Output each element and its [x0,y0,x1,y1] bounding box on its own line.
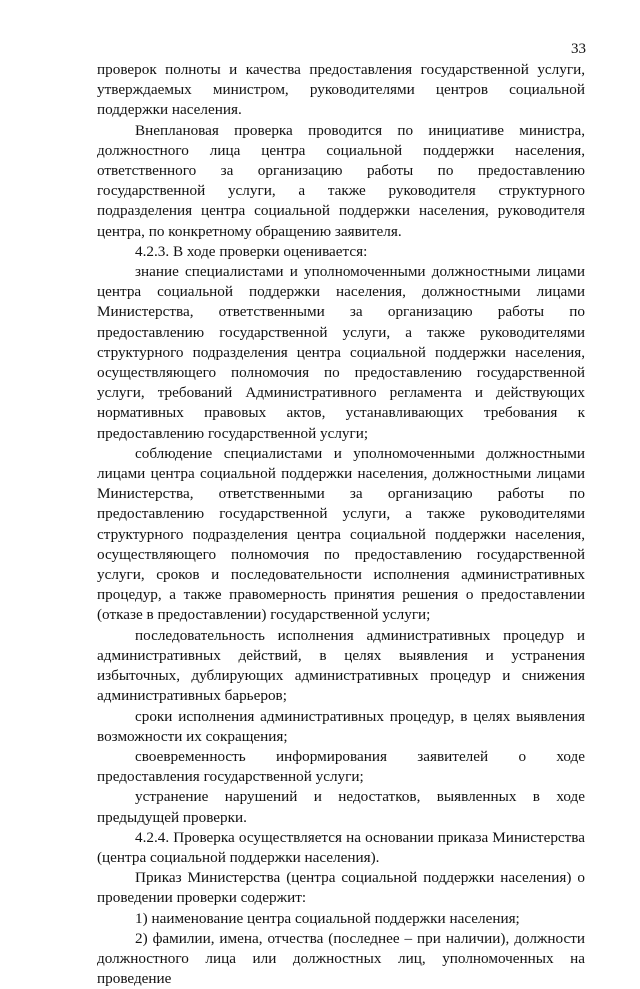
paragraph-informing: своевременность информирования заявителей о ходе предоставления государственной услуги; [97,747,585,786]
paragraph-sequence: последовательность исполнения административных процедур и административных действий, в целях выявления и устранения избыточных, дублирующих административных процедур и снижения административных барьеров; [97,626,585,705]
list-item-2: 2) фамилии, имена, отчества (последнее – при наличии), должности должностного лица или должностных лиц, уполномоченных на проведение [97,929,585,988]
section-heading-4-2-3: 4.2.3. В ходе проверки оценивается: [135,242,368,260]
paragraph-elimination: устранение нарушений и недостатков, выявленных в ходе предыдущей проверки. [97,788,585,826]
paragraph-compliance: соблюдение специалистами и уполномоченными должностными лицами центра социальной поддержки населения, должностными лицами Министерства, ответственными за организацию работы по предоставлению государственной услуги, а также руководителями структурного подразделения центра социальной поддержки населения, осуществляющего полномочия по предоставлению государственной услуги, сроков и последовательности исполнения административных процедур, а также правомерность принятия решения о предоставлении (отказе в предоставлении) государственной услуги; [97,444,585,624]
paragraph-knowledge: знание специалистами и уполномоченными должностными лицами центра социальной поддержки населения, должностными лицами Министерства, ответственными за организацию работы по предоставлению государственной услуги, а также руководителями структурного подразделения центра социальной поддержки населения, осуществляющего полномочия по предоставлению государственной услуги, требований Административного регламента и действующих нормативных правовых актов, устанавливающих требования к предоставлению государственной услуги; [97,263,585,442]
section-4-2-4: 4.2.4. Проверка осуществляется на основании приказа Министерства (центра социальной поддержки населения). [97,828,585,866]
paragraph-deadlines: сроки исполнения административных процедур, в целях выявления возможности их сокращения; [97,707,585,745]
paragraph-unscheduled-inspection: Внеплановая проверка проводится по инициативе министра, должностного лица центра социальной поддержки населения, ответственного за организацию работы по предоставлению государственной услуги, а также руководителя структурного подразделения центра социальной поддержки населения, руководителя центра, по конкретному обращению заявителя. [97,121,585,240]
page-number: 33 [571,41,586,57]
list-item-1: 1) наименование центра социальной поддержки населения; [135,909,520,927]
paragraph-continuation: проверок полноты и качества предоставления государственной услуги, утверждаемых министром, руководителями центров социальной поддержки населения. [97,61,585,119]
paragraph-order-contents: Приказ Министерства (центра социальной поддержки населения) о проведении проверки содержит: [97,869,585,907]
document-body [97,60,585,989]
